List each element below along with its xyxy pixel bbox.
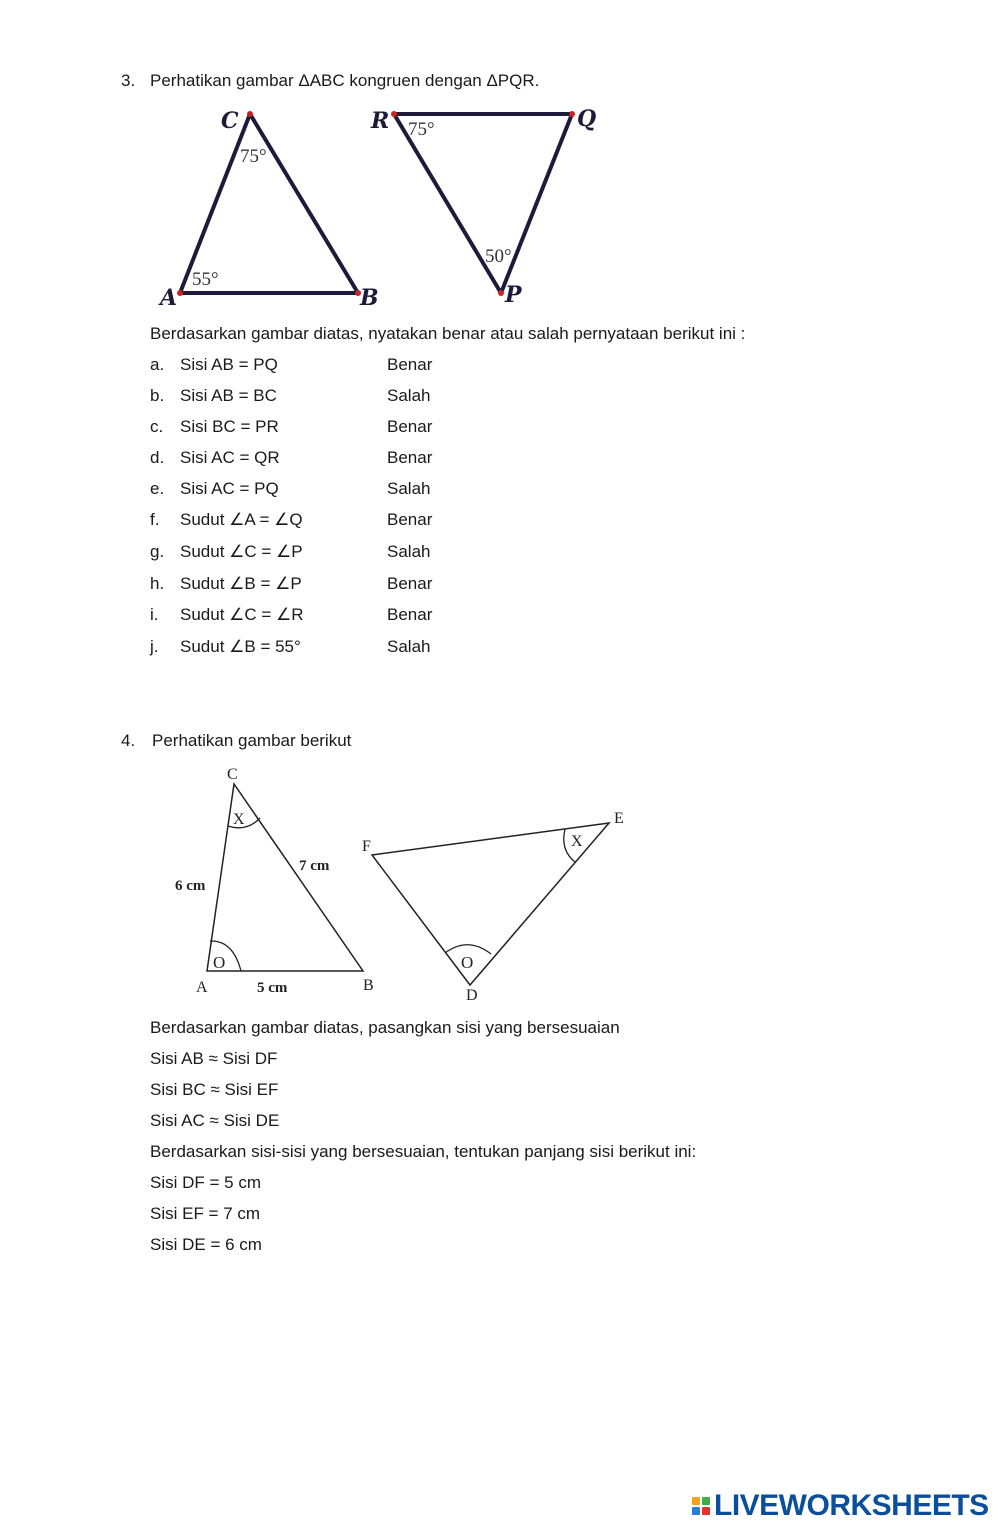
q3-item-answer: Salah — [387, 479, 431, 498]
q3-item-statement: Sudut ∠A = ∠Q — [180, 510, 303, 529]
q3-item-statement: Sisi AC = PQ — [180, 479, 279, 498]
logo-square — [692, 1507, 700, 1515]
q3-angle-a: 55° — [192, 269, 219, 290]
q3-item-answer: Benar — [387, 448, 433, 467]
q4-line: Sisi EF = 7 cm — [150, 1204, 261, 1223]
q3-item-letter: h. — [150, 574, 165, 593]
q3-label-c: C — [221, 108, 239, 134]
logo-text: LIVEWORKSHEETS — [714, 1489, 989, 1522]
q3-item-answer: Benar — [387, 605, 433, 624]
q3-item-answer: Salah — [387, 386, 431, 405]
q3-item-answer: Benar — [387, 417, 433, 436]
q3-prompt: Perhatikan gambar ΔABC kongruen dengan ΔPQR. — [150, 71, 540, 90]
q4-angle-d-label: O — [461, 953, 474, 972]
q3-item-statement: Sudut ∠B = 55° — [180, 637, 301, 656]
logo-mark-icon — [692, 1497, 710, 1515]
q3-instruction: Berdasarkan gambar diatas, nyatakan benar atau salah pernyataan berikut ini : — [150, 324, 746, 343]
q4-line: Sisi DE = 6 cm — [150, 1235, 262, 1254]
q3-triangle-abc — [180, 114, 358, 293]
q4-angle-c-label: X — [233, 811, 245, 828]
q3-item-letter: g. — [150, 542, 165, 561]
q3-item-answer: Benar — [387, 574, 433, 593]
q3-item-letter: f. — [150, 510, 160, 529]
q3-vertex-q-dot — [569, 111, 575, 117]
q4-line: Sisi AB ≈ Sisi DF — [150, 1049, 278, 1068]
q4-line: Sisi DF = 5 cm — [150, 1173, 261, 1192]
q3-item-statement: Sisi BC = PR — [180, 417, 279, 436]
q3-item-letter: j. — [150, 637, 159, 656]
q3-item-answer: Benar — [387, 510, 433, 529]
q4-side-ac-label: 6 cm — [175, 878, 206, 894]
q3-item-statement: Sisi AC = QR — [180, 448, 280, 467]
q3-item-letter: e. — [150, 479, 165, 498]
q4-prompt: Perhatikan gambar berikut — [152, 731, 352, 750]
q4-side-bc-label: 7 cm — [299, 858, 330, 874]
q3-angle-p: 50° — [485, 246, 512, 267]
q3-item-letter: a. — [150, 355, 165, 374]
q3-item-letter: b. — [150, 386, 165, 405]
q3-label-b: B — [360, 285, 379, 311]
q3-label-a: A — [160, 285, 178, 311]
logo-square — [692, 1497, 700, 1505]
q4-label-b: B — [363, 977, 374, 994]
q3-vertex-c-dot — [247, 111, 253, 117]
q3-item-letter: i. — [150, 605, 159, 624]
q3-number: 3. — [121, 71, 136, 90]
q4-label-e: E — [614, 810, 624, 827]
q4-line: Berdasarkan gambar diatas, pasangkan sisi yang bersesuaian — [150, 1018, 620, 1037]
q3-angle-c: 75° — [240, 146, 267, 167]
q3-item-statement: Sisi AB = BC — [180, 386, 277, 405]
q3-item-statement: Sudut ∠C = ∠R — [180, 605, 304, 624]
q3-label-q: Q — [577, 106, 597, 132]
q4-angle-a-label: O — [213, 953, 226, 972]
q3-label-r: R — [371, 108, 390, 134]
q4-side-ab-label: 5 cm — [257, 980, 288, 996]
q3-label-p: P — [505, 282, 522, 308]
q4-line: Berdasarkan sisi-sisi yang bersesuaian, tentukan panjang sisi berikut ini: — [150, 1142, 697, 1161]
q3-item-letter: c. — [150, 417, 164, 436]
q4-label-c: C — [227, 766, 238, 783]
q3-item-statement: Sudut ∠C = ∠P — [180, 542, 303, 561]
q4-line: Sisi BC ≈ Sisi EF — [150, 1080, 279, 1099]
liveworksheets-logo[interactable] — [692, 1489, 989, 1523]
q4-label-f: F — [362, 838, 371, 855]
q4-number: 4. — [121, 731, 136, 750]
q4-label-a: A — [196, 979, 208, 996]
q3-vertex-a-dot — [177, 290, 183, 296]
q3-item-statement: Sisi AB = PQ — [180, 355, 278, 374]
q3-item-answer: Salah — [387, 542, 431, 561]
q4-triangle-abc — [207, 784, 363, 971]
logo-square — [702, 1497, 710, 1505]
q3-item-letter: d. — [150, 448, 165, 467]
q4-label-d: D — [466, 987, 478, 1004]
q3-item-answer: Benar — [387, 355, 433, 374]
q4-line: Sisi AC ≈ Sisi DE — [150, 1111, 280, 1130]
q3-vertex-r-dot — [391, 111, 397, 117]
q4-angle-e-label: X — [571, 833, 583, 850]
q3-triangle-pqr — [394, 114, 572, 293]
q3-item-answer: Salah — [387, 637, 431, 656]
logo-square — [702, 1507, 710, 1515]
q3-angle-r: 75° — [408, 119, 435, 140]
q3-vertex-p-dot — [498, 290, 504, 296]
q3-item-statement: Sudut ∠B = ∠P — [180, 574, 302, 593]
